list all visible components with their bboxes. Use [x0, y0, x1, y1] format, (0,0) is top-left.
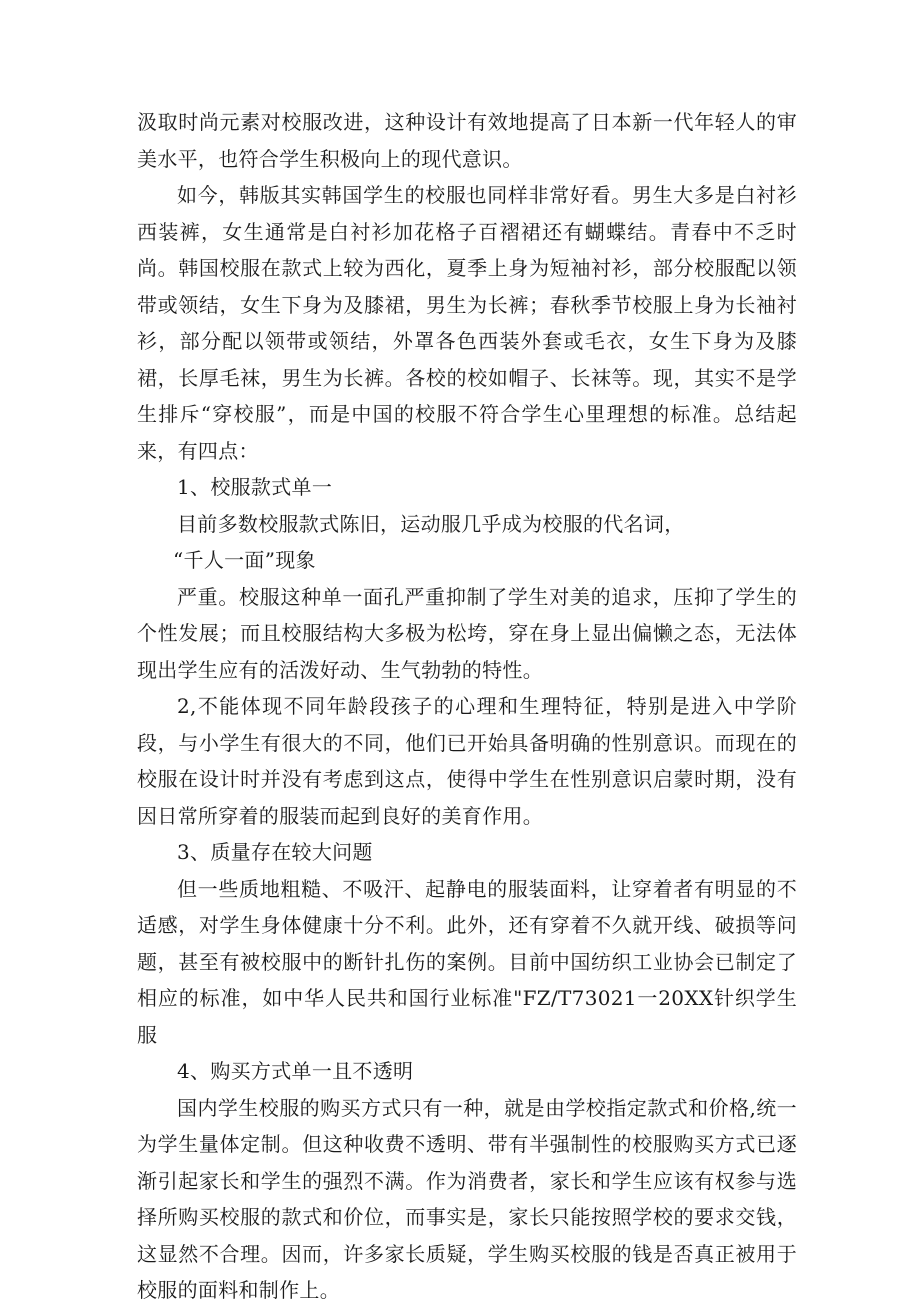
heading-point-1: 1、校服款式单一 — [177, 475, 333, 499]
paragraph-point-4-body: 国内学生校服的购买方式只有一种，就是由学校指定款式和价格,统一为学生量体定制。但这种收费不透明、带有半强制性的校服购买方式已逐渐引起家长和学生的强烈不满。作为消费者，家长和学生应该有权参与选择所购买校服的款式和价位，而事实是，家长只能按照学校的要求交钱，这显然不合理。因而，许多家长质疑，学生购买校服的钱是否真正被用于校服的面料和制作上。 — [137, 1095, 797, 1302]
paragraph-point-2: 2,不能体现不同年龄段孩子的心理和生理特征，特别是进入中学阶段，与小学生有很大的不同，他们已开始具备明确的性别意识。而现在的校服在设计时并没有考虑到这点，使得中学生在性别意识启蒙时期，没有因日常所穿着的服装而起到良好的美育作用。 — [137, 694, 797, 828]
document-body — [137, 104, 797, 1309]
paragraph-korea-uniform: 如今，韩版其实韩国学生的校服也同样非常好看。男生大多是白衬衫西装裤，女生通常是白衬衫加花格子百褶裙还有蝴蝶结。青春中不乏时尚。韩国校服在款式上较为西化，夏季上身为短袖衬衫，部分校服配以领带或领结，女生下身为及膝裙，男生为长裤；春秋季节校服上身为长袖衬衫，部分配以领带或领结，外罩各色西装外套或毛衣，女生下身为及膝裙，长厚毛袜，男生为长裤。各校的校如帽子、长袜等。现，其实不是学生排斥“穿校服”，而是中国的校服不符合学生心里理想的标准。总结起来，有四点： — [137, 183, 797, 463]
heading-point-4: 4、购买方式单一且不透明 — [177, 1059, 414, 1083]
paragraph-japan-uniform-end: 汲取时尚元素对校服改进，这种设计有效地提高了日本新一代年轻人的审美水平，也符合学生积极向上的现代意识。 — [137, 110, 797, 171]
paragraph-point-1-intro: 目前多数校服款式陈旧，运动服几乎成为校服的代名词， — [177, 511, 685, 536]
paragraph-point-1-body: 严重。校服这种单一面孔严重抑制了学生对美的追求，压抑了学生的个性发展；而且校服结构大多极为松垮，穿在身上显出偏懒之态，无法体现出学生应有的活泼好动、生气勃勃的特性。 — [137, 584, 797, 682]
heading-point-3: 3、质量存在较大问题 — [177, 840, 373, 864]
paragraph-point-1-quote: “千人一面”现象 — [173, 548, 316, 572]
paragraph-point-3-body: 但一些质地粗糙、不吸汗、起静电的服装面料，让穿着者有明显的不适感，对学生身体健康十分不利。此外，还有穿着不久就开线、破损等问题，甚至有被校服中的断针扎伤的案例。目前中国纺织工业协会已制定了相应的标准，如中华人民共和国行业标准"FZ/T73021一20XX针织学生服 — [137, 876, 797, 1047]
